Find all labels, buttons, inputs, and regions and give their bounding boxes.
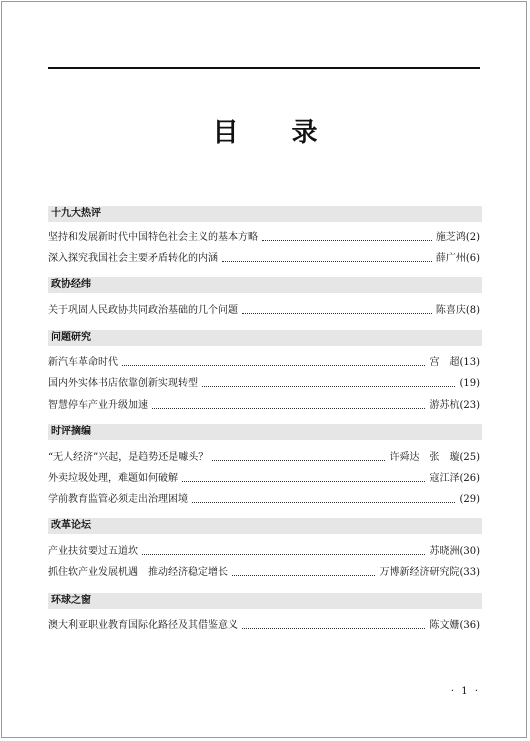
dot-leader — [142, 553, 425, 555]
entry-title: 外卖垃圾处理，难题如何破解 — [48, 473, 178, 484]
entry-title: “无人经济”兴起，是趋势还是噱头？ — [48, 452, 209, 463]
entry-page: (26) — [459, 473, 480, 484]
entry-title: 新汽车革命时代 — [48, 357, 118, 368]
toc-entry[interactable] — [48, 471, 480, 487]
top-rule — [48, 67, 480, 69]
entry-title: 坚持和发展新时代中国特色社会主义的基本方略 — [48, 232, 258, 243]
entry-author: 施芝鸿 — [435, 232, 466, 243]
dot-leader — [262, 239, 432, 241]
toc-entry[interactable] — [48, 492, 480, 508]
dot-leader — [242, 627, 425, 629]
dot-leader — [192, 501, 455, 503]
entry-author: 陈喜庆 — [435, 305, 466, 316]
toc-entry[interactable] — [48, 230, 480, 246]
toc-entry[interactable] — [48, 251, 480, 267]
entry-page: (36) — [459, 620, 480, 631]
section-header: 问题研究 — [48, 330, 482, 346]
dot-leader — [232, 574, 375, 576]
entry-author: 苏晓洲 — [429, 546, 460, 557]
dot-leader — [202, 385, 455, 387]
toc-entry[interactable] — [48, 355, 480, 371]
entry-page: (23) — [459, 400, 480, 411]
toc-entry[interactable] — [48, 303, 480, 319]
dot-leader — [222, 260, 432, 262]
dot-leader — [122, 364, 425, 366]
dot-leader — [212, 459, 385, 461]
section-header: 政协经纬 — [48, 277, 482, 293]
entry-title: 抓住软产业发展机遇 推动经济稳定增长 — [48, 567, 228, 578]
entry-title: 关于巩固人民政协共同政治基础的几个问题 — [48, 305, 238, 316]
toc-entry[interactable] — [48, 618, 480, 634]
section-header: 时评摘编 — [48, 424, 482, 440]
entry-page: (8) — [465, 305, 480, 316]
entry-page: (25) — [459, 452, 480, 463]
entry-title: 国内外实体书店依靠创新实现转型 — [48, 378, 198, 389]
entry-author: 许舜达 张 璇 — [389, 452, 460, 463]
entry-author: 宫 超 — [429, 357, 460, 368]
entry-title: 智慧停车产业升级加速 — [48, 400, 148, 411]
toc-entry[interactable] — [48, 376, 480, 392]
toc-entry[interactable] — [48, 450, 480, 466]
entry-author: 游苏杭 — [429, 400, 460, 411]
entry-title: 学前教育监管必须走出治理困境 — [48, 494, 188, 505]
entry-page: (6) — [465, 253, 480, 264]
section-header: 十九大热评 — [48, 206, 482, 222]
entry-title: 产业扶贫要过五道坎 — [48, 546, 138, 557]
entry-page: (30) — [459, 546, 480, 557]
page-title: 目 录 — [212, 118, 340, 148]
entry-author: 陈文姗 — [429, 620, 460, 631]
entry-page: (33) — [459, 567, 480, 578]
entry-page: (2) — [465, 232, 480, 243]
entry-title: 澳大利亚职业教育国际化路径及其借鉴意义 — [48, 620, 238, 631]
section-header: 改革论坛 — [48, 518, 482, 534]
page-number: · 1 · — [450, 686, 480, 697]
toc-entry[interactable] — [48, 544, 480, 560]
dot-leader — [242, 312, 432, 314]
dot-leader — [152, 407, 425, 409]
toc-entry[interactable] — [48, 565, 480, 581]
entry-page: (13) — [459, 357, 480, 368]
entry-author: 薛广州 — [435, 253, 466, 264]
dot-leader — [182, 480, 425, 482]
entry-page: (19) — [459, 378, 480, 389]
entry-author: 寇江泽 — [429, 473, 460, 484]
entry-page: (29) — [459, 494, 480, 505]
entry-author: 万博新经济研究院 — [379, 567, 460, 578]
section-header: 环球之窗 — [48, 593, 482, 609]
toc-entry[interactable] — [48, 398, 480, 414]
entry-title: 深入探究我国社会主要矛盾转化的内涵 — [48, 253, 218, 264]
